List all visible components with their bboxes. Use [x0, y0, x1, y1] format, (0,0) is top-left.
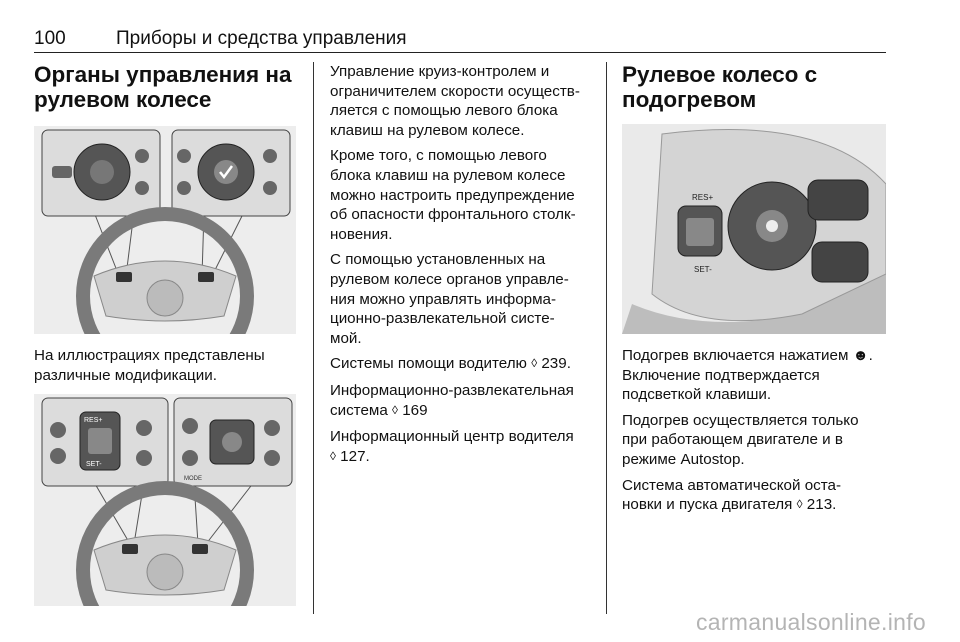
figure-steering-controls-top [34, 126, 296, 334]
set-label-heated: SET- [694, 265, 712, 274]
watermark: carmanualsonline.info [695, 609, 926, 635]
page-ref-arrow-icon: ◊ [330, 448, 336, 463]
figure-heated-wheel-button [622, 124, 886, 334]
column-right [622, 62, 890, 112]
res-label: RES+ [84, 417, 103, 424]
heading-steering-controls: Органы управления на рулевом колесе [34, 62, 292, 112]
paragraph-heating-condition: Подогрев осуществляется только при работающем двигателе и в режиме Autostop. [622, 411, 859, 468]
page-number: 100 [34, 28, 66, 49]
column-divider-1 [313, 62, 314, 614]
heated-wheel-text [622, 346, 890, 522]
column-middle [330, 62, 588, 473]
paragraph-collision-warning: Кроме того, с помощью левого блока клавиш на рулевом колесе можно настроить предупреждение об опасности фронтального столк- новения. [330, 147, 576, 243]
section-title: Приборы и средства управления [116, 28, 407, 49]
column-divider-2 [606, 62, 607, 614]
reference-driver-info-centre[interactable]: Информационный центр водителя ◊ 127. [330, 428, 574, 465]
caption-modifications: На иллюстрациях представлены различные модификации. [34, 347, 265, 384]
reference-driver-assistance[interactable]: Системы помощи водителю ◊ 239. [330, 355, 571, 373]
set-label: SET- [86, 461, 102, 468]
page-ref-arrow-icon: ◊ [531, 356, 538, 371]
mode-label: MODE [184, 476, 202, 482]
figure-steering-controls-bottom [34, 394, 296, 606]
paragraph-infotainment-controls: С помощью установленных на рулевом колесе органов управле- ния можно управлять информа- ционно-развлекательной систе- мой. [330, 251, 569, 347]
paragraph-cruise-control: Управление круиз-контролем и ограничителем скорости осуществ- ляется с помощью левого блока клавиш на рулевом колесе. [330, 63, 580, 139]
column-left [34, 62, 296, 112]
paragraph-heating-activation: Подогрев включается нажатием ☻. Включение подтверждается подсветкой клавиши. [622, 347, 873, 404]
page-ref-arrow-icon: ◊ [796, 497, 803, 512]
reference-infotainment[interactable]: Информационно-развлекательная система ◊ 169 [330, 381, 574, 419]
page-ref-arrow-icon: ◊ [392, 402, 398, 417]
page-header [34, 24, 886, 53]
res-label-heated: RES+ [692, 193, 714, 202]
heading-heated-steering-wheel: Рулевое колесо с подогревом [622, 62, 818, 112]
reference-autostop[interactable]: Система автоматической оста- новки и пуска двигателя ◊ 213. [622, 476, 842, 514]
heated-wheel-icon: ☻ [852, 347, 869, 364]
